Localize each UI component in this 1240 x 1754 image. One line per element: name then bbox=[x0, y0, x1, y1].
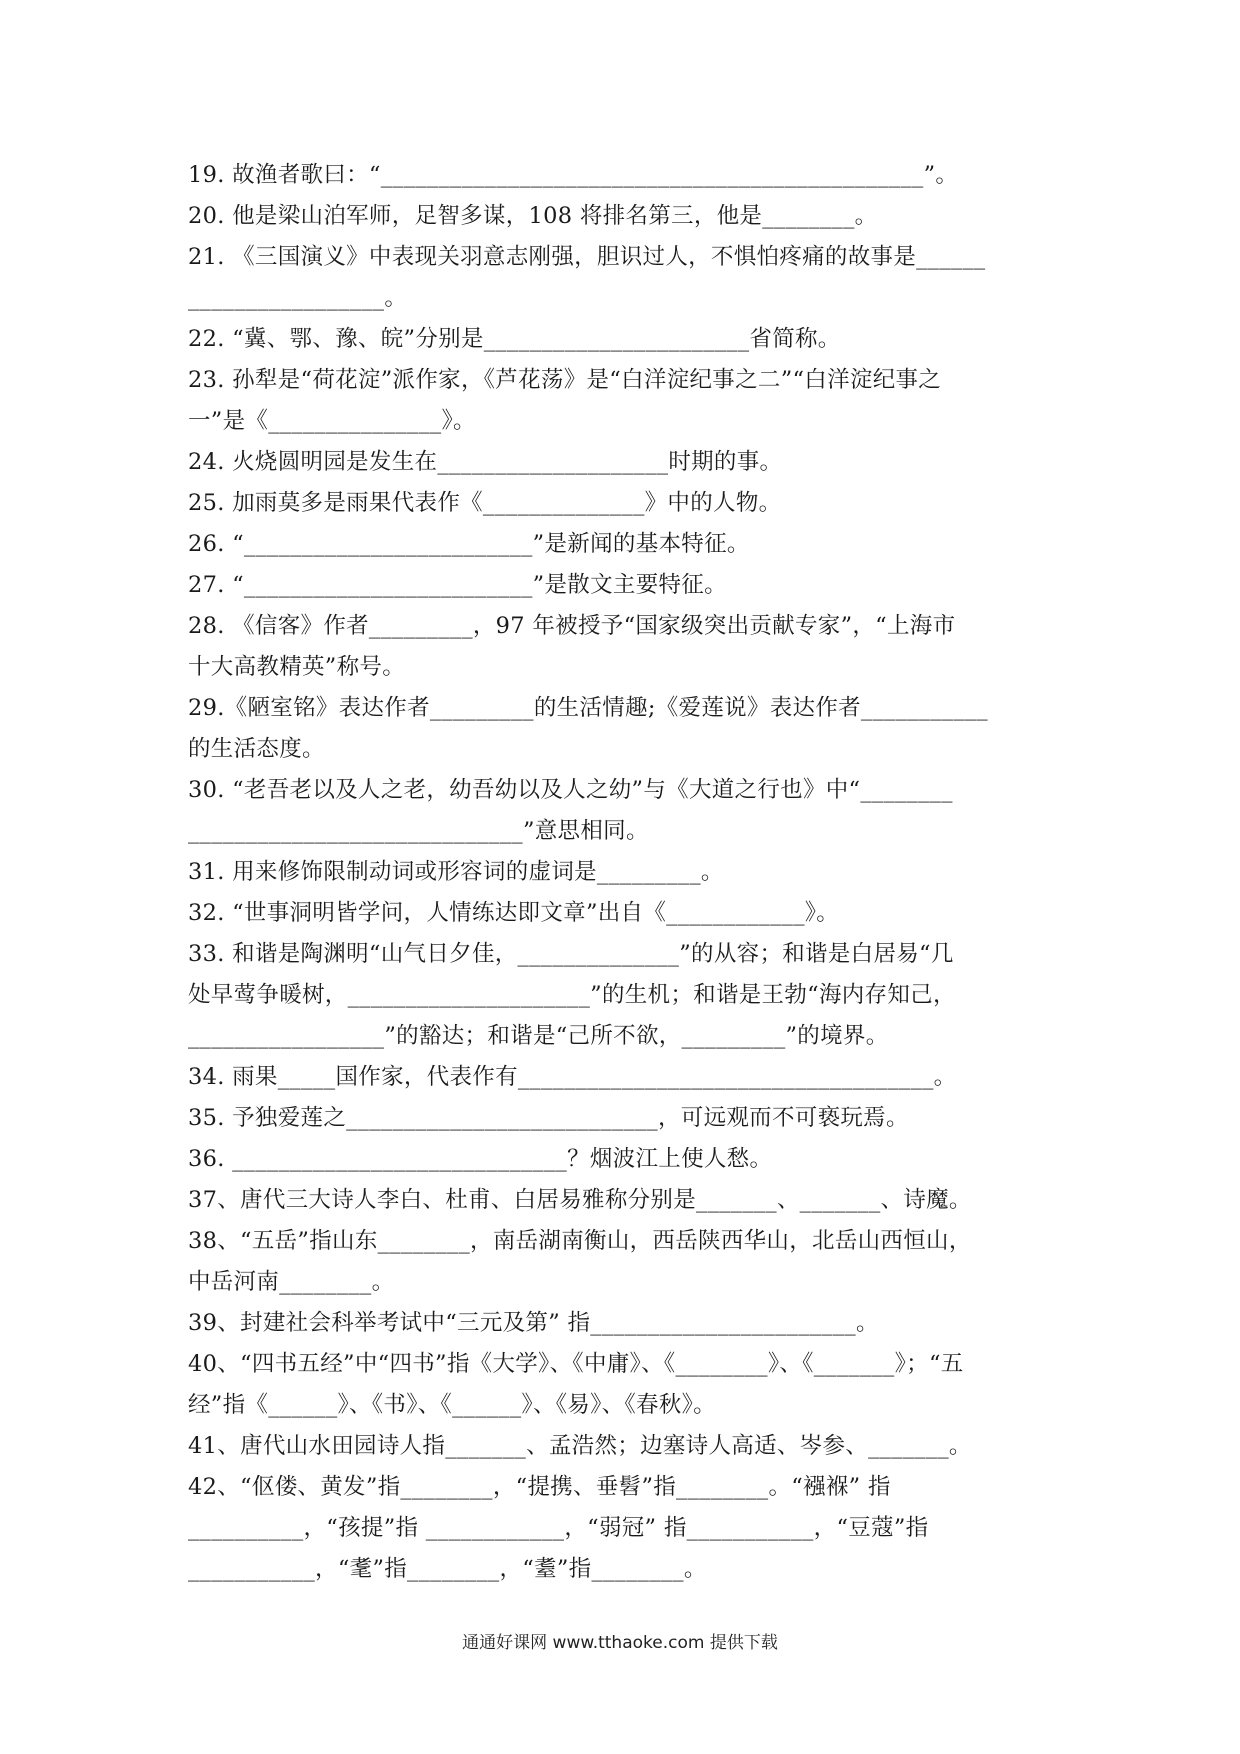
text-line: 20. 他是梁山泊军师，足智多谋，108 将排名第三，他是________。 bbox=[188, 203, 878, 229]
text-line: 33. 和谐是陶渊明“山气日夕佳，______________”的从容；和谐是白居易“几 bbox=[188, 941, 954, 967]
text-line: 32. “世事洞明皆学问，人情练达即文章”出自《____________》。 bbox=[188, 900, 840, 926]
text-line: 的生活态度。 bbox=[188, 736, 325, 762]
text-line: 38、“五岳”指山东________，南岳湖南衡山，西岳陕西华山，北岳山西恒山， bbox=[188, 1228, 972, 1254]
text-line: 39、封建社会科举考试中“三元及第” 指_______________________。 bbox=[188, 1310, 879, 1336]
text-line: 34. 雨果_____国作家，代表作有____________________________________。 bbox=[188, 1064, 957, 1090]
text-line: 42、“伛偻、黄发”指________，“提携、垂髫”指________。“襁褓” 指 bbox=[188, 1474, 891, 1500]
text-line: ___________，“耄”指________，“耋”指________。 bbox=[188, 1556, 707, 1582]
text-line: 22. “冀、鄂、豫、皖”分别是_______________________省简称。 bbox=[188, 326, 841, 352]
text-line: 29.《陋室铭》表达作者_________的生活情趣;《爱莲说》表达作者___________ bbox=[188, 695, 988, 721]
text-line: 19. 故渔者歌曰：“_______________________________________________”。 bbox=[188, 162, 959, 188]
text-line: 24. 火烧圆明园是发生在____________________时期的事。 bbox=[188, 449, 783, 475]
question-list bbox=[188, 155, 1058, 1590]
text-line: 一”是《_______________》。 bbox=[188, 408, 476, 434]
text-line: 中岳河南________。 bbox=[188, 1269, 395, 1295]
text-line: _________________。 bbox=[188, 285, 408, 311]
text-line: 经”指《______》、《书》、《______》、《易》、《春秋》。 bbox=[188, 1392, 716, 1418]
text-line: 36. _____________________________？烟波江上使人愁。 bbox=[188, 1146, 773, 1172]
page-footer: 通通好课网 www.tthaoke.com 提供下载 bbox=[462, 1633, 778, 1653]
text-line: 37、唐代三大诗人李白、杜甫、白居易雅称分别是_______、_______、诗魔。 bbox=[188, 1187, 972, 1213]
text-line: 处早莺争暖树，_____________________”的生机；和谐是王勃“海内存知己， bbox=[188, 982, 956, 1008]
text-line: 十大高教精英”称号。 bbox=[188, 654, 406, 680]
text-line: _____________________________”意思相同。 bbox=[188, 818, 649, 844]
text-line: __________，“孩提”指 ____________，“弱冠” 指___________，“豆蔻”指 bbox=[188, 1515, 929, 1541]
text-line: 40、“四书五经”中“四书”指《大学》、《中庸》、《________》、《_______》；“五 bbox=[188, 1351, 964, 1377]
text-line: 31. 用来修饰限制动词或形容词的虚词是_________。 bbox=[188, 859, 724, 885]
text-line: 30. “老吾老以及人之老，幼吾幼以及人之幼”与《大道之行也》中“________ bbox=[188, 777, 953, 803]
text-line: 25. 加雨莫多是雨果代表作《______________》中的人物。 bbox=[188, 490, 782, 516]
text-line: 28. 《信客》作者_________，97 年被授予“国家级突出贡献专家”，“上海市 bbox=[188, 613, 956, 639]
text-line: 26. “_________________________”是新闻的基本特征。 bbox=[188, 531, 750, 557]
text-line: 21. 《三国演义》中表现关羽意志刚强，胆识过人，不惧怕疼痛的故事是______ bbox=[188, 244, 986, 270]
text-line: _________________”的豁达；和谐是“己所不欲，_________”的境界。 bbox=[188, 1023, 889, 1049]
text-line: 23. 孙犁是“荷花淀”派作家，《芦花荡》是“白洋淀纪事之二”“白洋淀纪事之 bbox=[188, 367, 942, 393]
text-line: 41、唐代山水田园诗人指_______、孟浩然；边塞诗人高适、岑参、_______。 bbox=[188, 1433, 972, 1459]
text-line: 27. “_________________________”是散文主要特征。 bbox=[188, 572, 727, 598]
text-line: 35. 予独爱莲之___________________________，可远观而不可亵玩焉。 bbox=[188, 1105, 909, 1131]
